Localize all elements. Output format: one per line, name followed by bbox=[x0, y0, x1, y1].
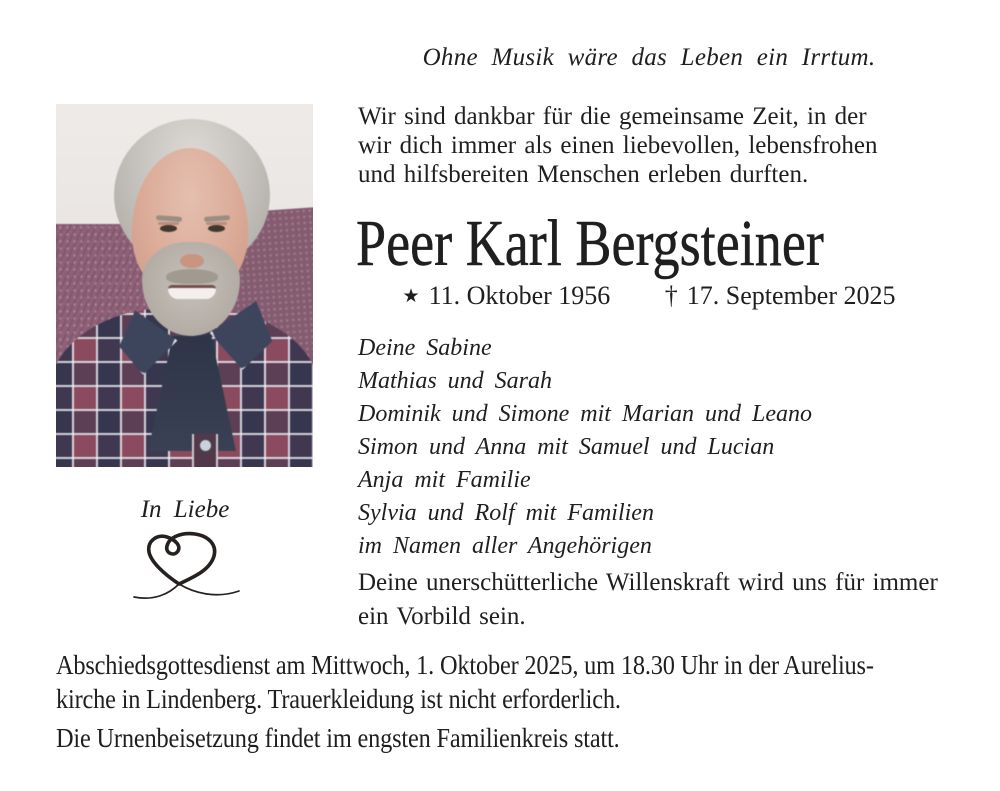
gratitude-text: Wir sind dankbar für die gemeinsame Zeit, in der wir dich immer als einen liebevollen, lebensfrohen und hilfsbereiten Menschen erleben durften. bbox=[358, 103, 878, 188]
death-cross-symbol: † bbox=[664, 281, 678, 310]
in-liebe-caption: In Liebe bbox=[140, 496, 230, 523]
deceased-name: Peer Karl Bergsteiner bbox=[356, 207, 824, 280]
service-announcement: Abschiedsgottesdienst am Mittwoch, 1. Oktober 2025, um 18.30 Uhr in der Aurelius- kirche in Lindenberg. Trauerkleidung ist nicht erforderlich. bbox=[56, 649, 874, 714]
birth-star-symbol: ★ bbox=[402, 286, 420, 307]
photo-eye-left bbox=[160, 225, 177, 232]
portrait-photo-scene bbox=[56, 104, 313, 467]
death-date-text: 17. September 2025 bbox=[686, 281, 896, 310]
death-date bbox=[665, 281, 896, 310]
announcements bbox=[56, 648, 994, 755]
photo-eye-right bbox=[208, 225, 225, 232]
birth-date-text: 11. Oktober 1956 bbox=[428, 281, 611, 310]
burial-note: Die Urnenbeisetzung findet im engsten Familienkreis statt. bbox=[56, 722, 620, 753]
photo-mustache bbox=[166, 269, 218, 284]
life-dates bbox=[358, 281, 940, 311]
portrait-photo bbox=[56, 104, 313, 467]
closing-tribute: Deine unerschütterliche Willenskraft wird uns für immer ein Vorbild sein. bbox=[358, 569, 938, 630]
epigraph-quote: Ohne Musik wäre das Leben ein Irrtum. bbox=[422, 44, 876, 71]
photo-nose bbox=[180, 254, 204, 268]
photo-smile bbox=[168, 285, 216, 299]
mourners-list: Deine Sabine Mathias und Sarah Dominik und Simone mit Marian und Leano Simon und Anna mit Samuel und Lucian Anja mit Familie Sylvia und Rolf mit Familien im Namen aller Angehörigen bbox=[358, 335, 812, 559]
photo-shirt-button bbox=[198, 438, 213, 453]
birth-date bbox=[403, 281, 611, 310]
heart-icon bbox=[122, 522, 262, 632]
